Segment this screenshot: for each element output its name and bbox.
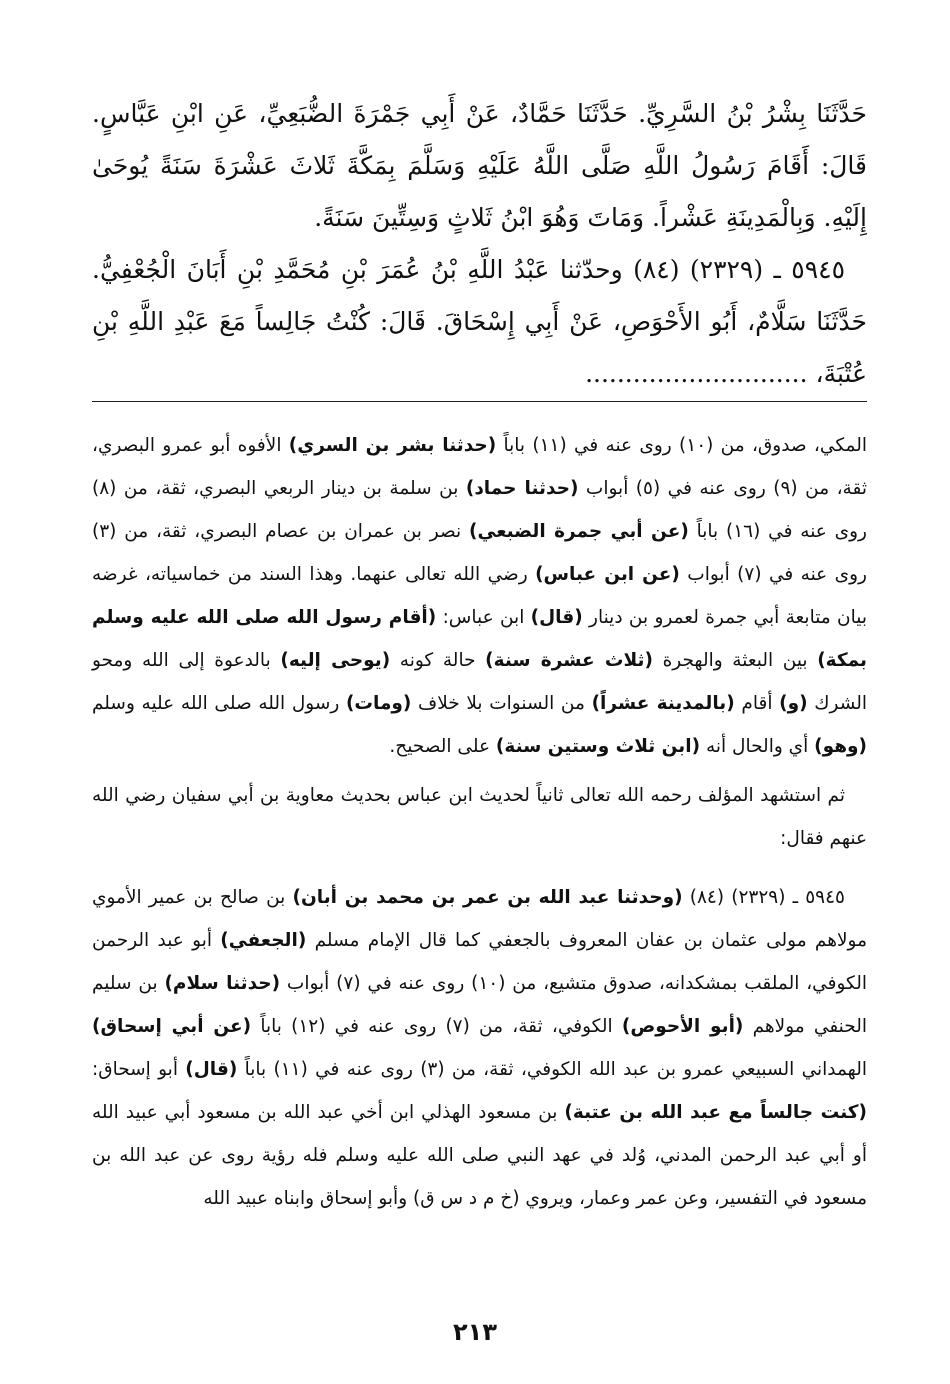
- bold-citation: (ثلاث عشرة سنة): [485, 650, 653, 671]
- bold-citation: (حدثنا سلام): [164, 973, 281, 994]
- bold-citation: (حدثنا بشر بن السري): [288, 435, 497, 456]
- commentary-text: أبو إسحاق:: [92, 1059, 186, 1080]
- bold-citation: (وحدثنا عبد الله بن عمر بن محمد بن أبان): [292, 887, 683, 908]
- commentary-text: من السنوات بلا خلاف: [411, 693, 592, 714]
- footnote-divider: [92, 401, 867, 402]
- bold-citation: (ابن ثلاث وستين سنة): [495, 736, 701, 757]
- commentary-paragraph-2-text: ثم استشهد المؤلف رحمه الله تعالى ثانياً لحديث ابن عباس بحديث معاوية بن أبي سفيان رضي الله عنهم فقال:: [92, 785, 867, 849]
- bold-citation: (أبو الأحوص): [621, 1016, 744, 1037]
- bold-citation: (عن أبي جمرة الضبعي): [469, 521, 689, 542]
- bold-citation: (عن أبي إسحاق): [92, 1016, 252, 1037]
- commentary-text: حالة كونه: [390, 650, 486, 671]
- commentary: [92, 424, 867, 1220]
- commentary-paragraph-3-body: [92, 887, 867, 1209]
- commentary-text: بن صالح بن عمير الأموي مولاهم مولى عثمان بن عفان المعروف بالجعفي كما قال الإمام مسلم: [92, 887, 867, 951]
- bold-citation: (قال): [185, 1059, 238, 1080]
- commentary-text: على الصحيح.: [389, 736, 496, 757]
- hadith-paragraph-2-text: ٥٩٤٥ ـ (٢٣٢٩) (٨٤) وحدّثنا عَبْدُ اللَّهِ بْنُ عُمَرَ بْنِ مُحَمَّدِ بْنِ أَبَانَ الْجُعْفِيُّ. حَدَّثَنَا سَلَّامٌ، أَبُو الأَحْوَصِ، عَنْ أَبِي إِسْحَاقَ. قَالَ: كُنْتُ جَالِساً مَعَ عَبْدِ اللَّهِ بْنِ عُتْبَةَ، ............................: [92, 255, 867, 388]
- commentary-text: أي والحال أنه: [700, 736, 815, 757]
- commentary-text: أقام: [734, 693, 780, 714]
- commentary-paragraph-2: [92, 774, 867, 860]
- commentary-text: رسول الله صلى الله عليه وسلم: [92, 693, 346, 714]
- bold-citation: (أقام رسول الله صلى الله عليه وسلم بمكة): [92, 607, 868, 671]
- commentary-paragraph-3: [92, 876, 867, 1220]
- bold-citation: (ومات): [345, 693, 412, 714]
- commentary-text: المكي، صدوق، من (١٠) روى عنه في (١١) باباً: [496, 435, 868, 456]
- commentary-text: رضي الله تعالى عنهما. وهذا السند من خماسياته، غرضه بيان متابعة أبي جمرة لعمرو بن دينار: [92, 564, 867, 628]
- commentary-text: بن سلمة بن دينار الربعي البصري، ثقة، من (٨) روى عنه في (١٦) باباً: [92, 478, 867, 542]
- commentary-text: الهمداني السبيعي عمرو بن عبد الله الكوفي، ثقة، من (٣) روى عنه في (١١) باباً: [237, 1059, 867, 1080]
- bold-citation: (و): [779, 693, 808, 714]
- bold-citation: (عن ابن عباس): [535, 564, 680, 585]
- commentary-text: بن سليم الحنفي مولاهم: [92, 973, 867, 1037]
- commentary-text: الكوفي، ثقة، من (٧) روى عنه في (١٢) باباً: [251, 1016, 622, 1037]
- hadith-paragraph-2: [92, 244, 867, 400]
- bold-citation: (قال): [530, 607, 583, 628]
- commentary-text: ٥٩٤٥ ـ (٢٣٢٩) (٨٤): [682, 887, 845, 908]
- commentary-text: بالدعوة إلى الله ومحو الشرك: [92, 650, 867, 714]
- page-number: ٢١٣: [453, 1318, 497, 1346]
- commentary-text: بن مسعود الهذلي ابن أخي عبد الله بن مسعود أبي عبيد الله أو أبي عبد الرحمن المدني، وُلد في عهد النبي صلى الله عليه وسلم فله رؤية روى عن عبد الله بن مسعود في التفسير، وعن عمر وعمار، ويروي (خ م د س ق) وأبو إسحاق وابناه عبيد الله: [92, 1102, 867, 1209]
- commentary-text: نصر بن عمران بن عصام البصري، ثقة، من (٣) روى عنه في (٧) أبواب: [92, 521, 867, 585]
- hadith-paragraph-1: حَدَّثَنَا بِشْرُ بْنُ السَّرِيِّ. حَدَّثَنَا حَمَّادٌ، عَنْ أَبِي جَمْرَةَ الضُّبَعِيِّ، عَنِ ابْنِ عَبَّاسٍ. قَالَ: أَقَامَ رَسُولُ اللَّهِ صَلَّى اللَّهُ عَلَيْهِ وَسَلَّمَ بِمَكَّةَ ثَلاثَ عَشْرَةَ سَنَةً يُوحَىٰ إِلَيْهِ. وَبِالْمَدِينَةِ عَشْراً. وَمَاتَ وَهُوَ ابْنُ ثَلاثٍ وَسِتِّينَ سَنَةً.: [92, 99, 867, 232]
- bold-citation: (بالمدينة عشراً): [591, 693, 735, 714]
- commentary-text: بين البعثة والهجرة: [652, 650, 818, 671]
- bold-citation: (الجعفي): [220, 930, 307, 951]
- commentary-text: ابن عباس:: [436, 607, 531, 628]
- bold-citation: (كنت جالساً مع عبد الله بن عتبة): [564, 1102, 867, 1123]
- hadith-text: [92, 88, 867, 400]
- bold-citation: (يوحى إليه): [280, 650, 391, 671]
- bold-citation: (وهو): [814, 736, 867, 757]
- commentary-text: الأفوه أبو عمرو البصري، ثقة، من (٩) روى عنه في (٥) أبواب: [92, 435, 867, 499]
- commentary-paragraph-1: [92, 424, 867, 768]
- commentary-text: أبو عبد الرحمن الكوفي، الملقب بمشكدانه، صدوق متشيع، من (١٠) روى عنه في (٧) أبواب: [92, 930, 867, 994]
- bold-citation: (حدثنا حماد): [465, 478, 579, 499]
